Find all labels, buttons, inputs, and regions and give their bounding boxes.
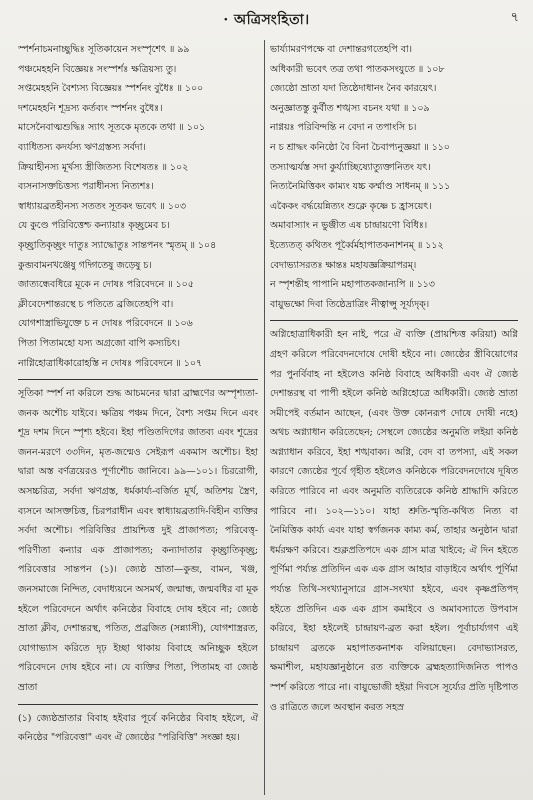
- verse-line: দশমেহহনি শূদ্রস্য কর্তব্যং স্পর্শনং বুধৈঃ।: [18, 102, 163, 114]
- verse-line: স্বাধ্যায়ব্রতহীনস্য সততং সূতকং ভবেৎ ॥ ১০৩: [18, 200, 187, 212]
- verse-line: যোগশাস্ত্রাভিযুক্তে চ ন দোষঃ পরিবেদনে ॥ ১০৬: [18, 318, 193, 330]
- verse-line: বেদাভ্যাসরতঃ ক্ষান্তঃ মহাযজ্ঞক্রিয়াপরম্।: [270, 259, 417, 271]
- verse-line: ব্যসনাসক্তচিত্তস্য পরাধীনস্য নিত্যশঃ।: [18, 181, 154, 193]
- verse-line: জ্যেষ্ঠো ভ্রাতা যদা তিষ্ঠেদাধানং নৈব কারয়েৎ।: [270, 83, 437, 95]
- verse-line: কুব্জবামনখঞ্জেষু গদ্গিতেষু জড়েষু চ।: [18, 259, 152, 271]
- verse-line: জাত্যন্ধেবধিরে মূকে ন দোষঃ পরিবেদনে ॥ ১০৫: [18, 279, 194, 291]
- left-column: [18, 40, 258, 795]
- footnote: (১) জ্যেষ্ঠভ্রাতার বিবাহ হইবার পূর্বে কনিষ্ঠের বিবাহ হইলে, ঐ কনিষ্ঠের "পরিবেত্তা" এবং ঐ জ্যেষ্ঠের "পরিবিত্তি" সংজ্ঞা হয়।: [18, 712, 258, 744]
- verse-line: নিত্যনৈমিত্তিকং কাম্যং যচ্চ কর্ম্মাণ্ড সাধনম্ ॥ ১১১: [270, 181, 451, 193]
- verse-line: ইত্যেতত্ কথিতং পূর্ব্বৈর্মহাপাতকনাশনম্ ॥ ১১২: [270, 239, 444, 251]
- page-number: ৭: [510, 10, 519, 25]
- left-verse-block: [18, 40, 258, 373]
- verse-line: অমাবাস্যাং ন ভুঞ্জীত এষ চান্দ্রায়ণো বিধিঃ।: [270, 220, 428, 232]
- verse-line: অধিকারী ভবেৎ তত্র তথা পাতকসংযুতে ॥ ১০৮: [270, 63, 445, 75]
- verse-line: ন চ শ্রাদ্ধং কনিষ্ঠো বৈ বিনা চৈবাপ্যনুজ্ঞয়া ॥ ১১০: [270, 141, 450, 153]
- commentary-paragraph: সূতিকা স্পর্শ না করিলে শুদ্ধ আচমনের দ্বারা ব্রাহ্মণের অস্পৃশ্যতা-জনক অশৌচ যাইবে। ক্ষত্রিয় পঞ্চম দিনে, বৈশ্য সপ্তম দিনে এবং শূদ্র দশম দিনে স্পৃশ্য হইবে। ইহা পণ্ডিতদিগের জাতব্য এবং শূদ্রের জনন-মরণে ৩৩দিন, মৃত-জন্মেও সেইরূপ একমাস অশৌচ। ইহা দ্বারা অস্ত বর্ণত্রয়েরও পূর্ণাশৌচ জানিবে। ৯৯—১০১। চিররোগী, অসচ্চরিত্র, সর্বদা ঋণগ্রস্ত, ধর্মকার্য্য-বর্জিত মূর্খ, অতিশয় স্ত্রৈণ, ব্যসনে আসক্তচিত্ত, চিরপরাধীন এবং স্বাধ্যায়ব্রতাদি-বিহীন ব্যক্তির সর্বদা অশৌচ। পরিবিত্তির প্রায়শ্চিত্ত দুই প্রাজাপত্য; পরিবেত্তৃ-পরিণীতা কন্যার এক প্রাজাপত্য; কন্যাদাতার কৃচ্ছ্রাতিকৃচ্ছ্র; পরিবেত্তার সান্তপন (১)। জ্যেষ্ঠ ভ্রাতা—কুব্জ, বামন, খঞ্জ, জনসমাজে নিন্দিত, বেদাধ্যয়নে অসমর্থ, জন্মান্ধ, জন্মবধির বা মূক হইলে পরিবেদনে অর্থাৎ কনিষ্ঠের বিবাহে দোষ হইবে না; জ্যেষ্ঠ ভ্রাতা ক্লীব, দেশান্তরস্থ, পতিত, প্রব্রজিত (সন্ন্যাসী), যোগশাস্ত্ররত, যোগাভ্যাস করিতে দৃঢ় ইচ্ছা থাকায় বিবাহে অনিচ্ছুক হইলে পরিবেদনে দোষ হইবে না। যে ব্যক্তির পিতা, পিতামহ বা জ্যেষ্ঠ ভ্রাতা: [18, 388, 258, 693]
- verse-line: সপ্তমেহহনি বৈশ্যস্য বিজ্ঞেয়ঃ স্পর্শনং বুধৈঃ ॥ ১০০: [18, 83, 204, 95]
- right-verse-block: [270, 40, 518, 314]
- section-divider: [18, 379, 258, 380]
- running-title: · অত্রিসংহিতা।: [223, 12, 310, 28]
- verse-line: ব্যাধিতস্য কদর্যস্য ঋণগ্রস্তস্য সর্বদা।: [18, 141, 146, 153]
- verse-line: কৃচ্ছ্রাতিকৃচ্ছ্রং দাতুঃ স্যাদ্ধোতুঃ সান্তপনং স্মৃতম্ ॥ ১০৪: [18, 239, 217, 251]
- verse-line: ক্লীবেদেশান্তরস্থে চ পতিতে ব্রজিতেহপি বা।: [18, 298, 174, 310]
- right-commentary: [270, 325, 518, 717]
- column-divider: [264, 40, 265, 795]
- right-column: [270, 40, 518, 795]
- left-commentary: [18, 384, 258, 698]
- verse-line: ভার্য্যামরণপক্ষে বা দেশান্তরগতেহপি বা।: [270, 44, 412, 55]
- verse-line: নাগ্নিহোত্রাধিকারোহস্তি ন দোষঃ পরিবেদনে ॥ ১০৭: [18, 357, 203, 369]
- verse-line: বায়ুভক্ষো দিবা তিষ্ঠেদ্রাত্রিং নীত্বাপ্সু সূর্য্যদৃক্।: [270, 298, 430, 310]
- verse-line: ক্রিয়াহীনস্য মূর্খস্য স্ত্রীজিতস্য বিশেষতঃ ॥ ১০২: [18, 161, 189, 173]
- verse-line: অনুজ্ঞাতস্তু কুর্বীত শঙ্খস্য বচনং যথা ॥ ১০৯: [270, 102, 430, 114]
- verse-line: পঞ্চমেহহনি বিজ্ঞেয়ঃ সংস্পর্শঃ ক্ষত্রিয়স্য তু।: [18, 63, 177, 75]
- page-header: [0, 4, 533, 30]
- footnote-divider: [18, 704, 258, 705]
- verse-line: যে কুণ্ডে পরিবিত্তেশ্চ কন্যায়াঃ কৃচ্ছ্রমেব চ।: [18, 220, 170, 232]
- verse-line: ন স্পৃশন্তীহ পাপানি মহাপাতকজান্যপি ॥ ১১৩: [270, 279, 435, 291]
- verse-line: স্পর্শনাচমনাচ্ছুদ্ধিঃ সূতিকায়েন সংস্পৃশেৎ ॥ ৯৯: [18, 44, 190, 55]
- commentary-paragraph: অগ্নিহোত্রাধিকারী হন নাই, পরে ঐ ব্যক্তি (প্রায়শ্চিত্ত করিয়া) অগ্নি গ্রহণ করিলে পরিবেদনদোষে দোষী হইবে না। জ্যেষ্ঠের স্ত্রীবিয়োগের পর পুনর্বিবাহ না হইলেও কনিষ্ঠ বিবাহে অধিকারী এবং ঐ জ্যেষ্ঠ দেশান্তরস্থ বা পাপী হইলে কনিষ্ঠ অগ্নিহোত্রে অধিকারী। জ্যেষ্ঠ ভ্রাতা সমীপেই বর্তমান আছেন, (এবং উক্ত কোনরূপ দোষে দোষী নহে) অথচ অগ্ন্যাধান করিতেছেন; সেস্থলে জ্যেষ্ঠের অনুমতি লইয়া কনিষ্ঠ অগ্ন্যাধান করিবে, ইহা শঙ্খবাক্য। অগ্নি, বেদ বা তপস্যা, এই সকল কারণে জ্যেষ্ঠের পূর্বে গৃহীত হইলেও কনিষ্ঠকে পরিবেদনদোষে দূষিত করিতে পারিবে না এবং অনুমতি ব্যতিরেকে কনিষ্ঠ শ্রাদ্ধাদি করিতে পারিবে না। ১০২—১১০। যাহা শ্রুতি-স্মৃতি-কথিত নিত্য বা নৈমিত্তিক কার্য্য এবং যাহা স্বর্গজনক কাম্য কর্ম, তাহার অনুষ্ঠান দ্বারা ধর্মরক্ষণ করিবে। শুক্লপ্রতিপদে এক গ্রাস মাত্র খাইবে; ঐ দিন হইতে পূর্ণিমা পর্য্যন্ত প্রতিদিন এক এক গ্রাস আহার বাড়াইবে অর্থাৎ পূর্ণিমা পর্য্যন্ত তিথি-সংখ্যানুসারে গ্রাস-সংখ্যা হইবে, এবং কৃষ্ণপ্রতিপদ্ হইতে প্রতিদিন এক এক গ্রাস কমাইবে ও অমাবস্যাতে উপবাস করিবে, ইহা হইলেই চান্দ্রায়ণ-ব্রত করা হইল। পূর্বাচার্য্যগণ এই চান্দ্রায়ণ ব্রতকে মহাপাতকনাশক বলিয়াছেন। বেদাভ্যাসরত, ক্ষমাশীল, মহাযজ্ঞানুষ্ঠানে রত ব্যক্তিকে ব্রহ্মহত্যাদিজনিত পাপও স্পর্শ করিতে পারে না। বায়ুভোজী হইয়া দিবসে সূর্য্যের প্রতি দৃষ্টিপাত ও রাত্রিতে জলে অবস্থান করত সহস্র: [270, 329, 518, 713]
- verse-line: পিতা পিতামহো যস্য অগ্রজো বাপি কস্যচিৎ।: [18, 337, 180, 349]
- verse-line: মাসেনৈবাত্মশুদ্ধিঃ স্যাৎ সূতকে মৃতকে তথা ॥ ১০১: [18, 122, 206, 134]
- verse-line: তস্যাত্মর্যস্ত সদা কুর্য্যাচ্ছিষ্যোত্যুক্তানিতং যৎ।: [270, 161, 431, 173]
- section-divider: [270, 320, 518, 321]
- verse-line: নাগ্নয়ঃ পরিবিন্দন্তি ন বেদা ন তপাংসি চ।: [270, 122, 417, 134]
- verse-line: একৈকং বর্দ্ধয়েন্নিত্যং শুক্লে কৃষ্ণে চ হ্রাসয়েৎ।: [270, 200, 432, 212]
